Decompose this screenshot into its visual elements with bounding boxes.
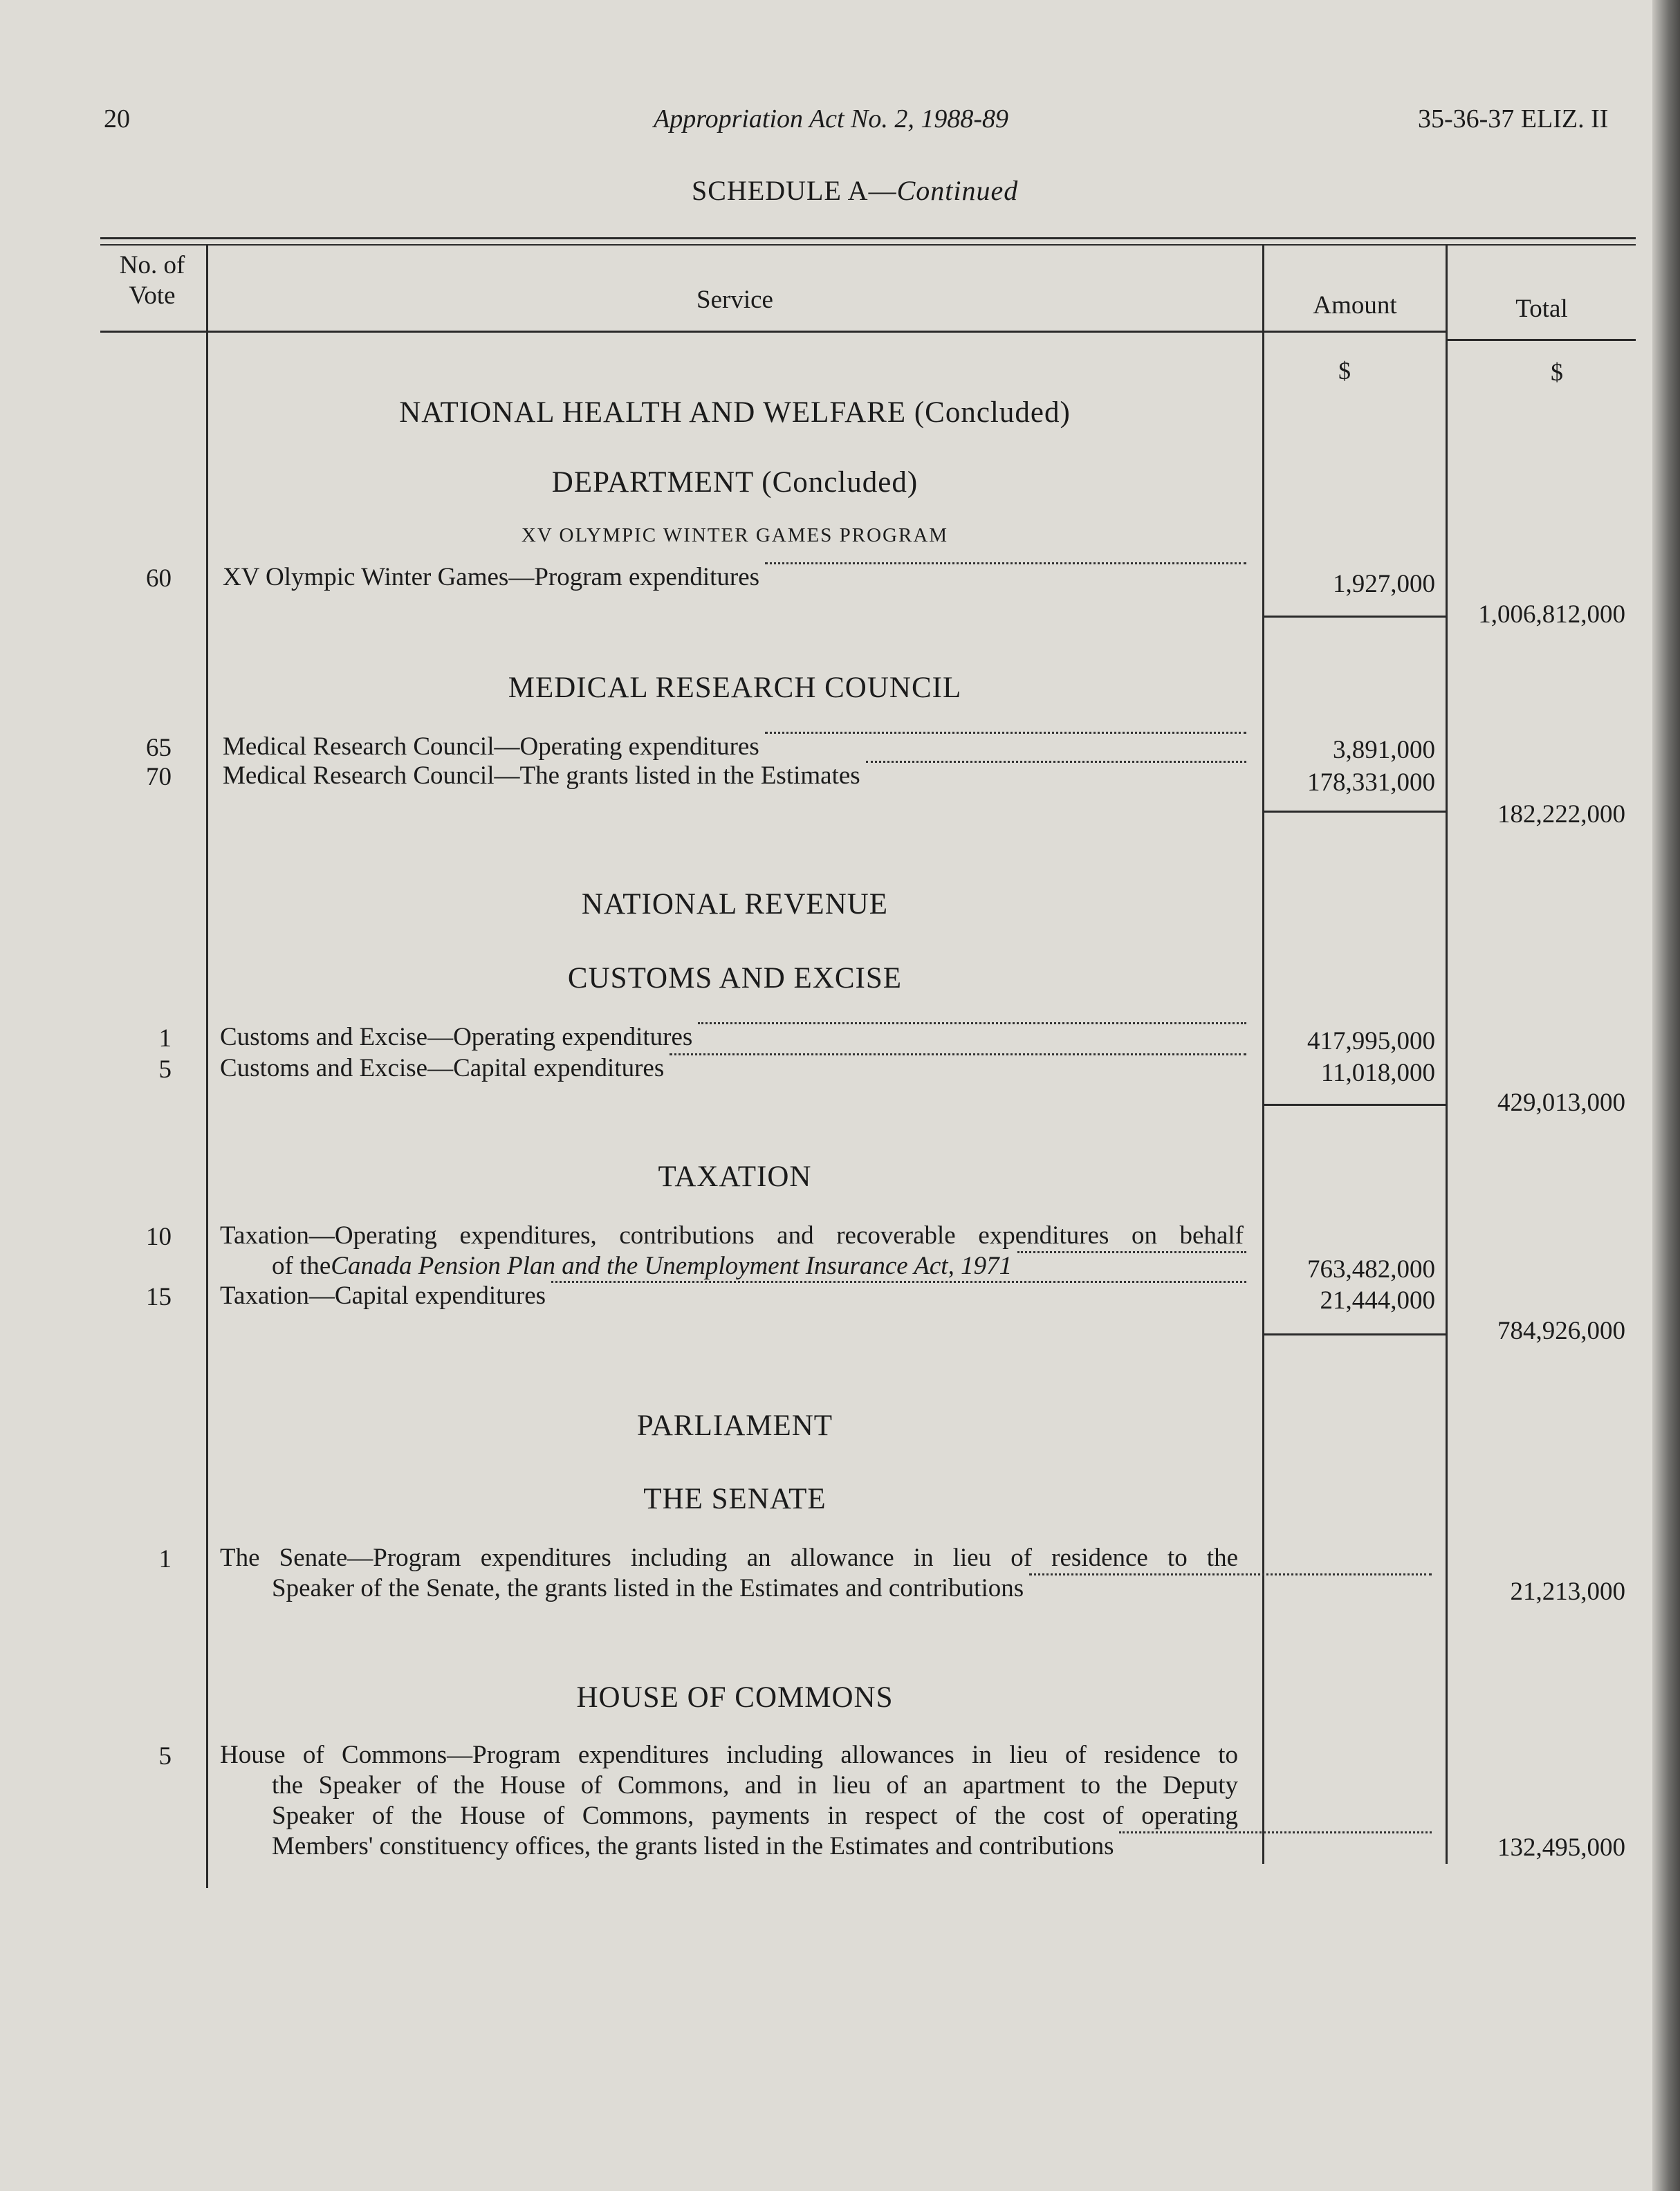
service-text-line: Taxation—Operating expenditures, contributions and recoverable expenditures on behalf — [220, 1221, 1244, 1250]
total-value: 784,926,000 — [1497, 1317, 1625, 1345]
amount-value: 1,927,000 — [1333, 570, 1435, 598]
schedule-title — [692, 174, 1018, 207]
service-item-senate — [272, 1573, 1432, 1604]
heading-taxation: TAXATION — [658, 1161, 812, 1193]
service-text: XV Olympic Winter Games—Program expenditures — [223, 563, 760, 591]
amount-value: 21,444,000 — [1320, 1286, 1435, 1315]
total-value: 132,495,000 — [1497, 1833, 1625, 1862]
running-title: Appropriation Act No. 2, 1988-89 — [654, 104, 1008, 133]
amount-value: 763,482,000 — [1307, 1255, 1435, 1284]
page-number: 20 — [104, 104, 130, 133]
service-item-taxation-capital — [220, 1281, 1246, 1311]
service-text: of the — [272, 1252, 331, 1280]
heading-senate: THE SENATE — [643, 1483, 827, 1515]
column-header-vote — [104, 250, 201, 311]
total-currency: $ — [1551, 358, 1563, 386]
service-text-act: Canada Pension Plan and the Unemployment Insurance Act, 1971 — [331, 1252, 1013, 1280]
leader-dots — [551, 1281, 1246, 1283]
amount-value: 3,891,000 — [1333, 736, 1435, 764]
heading-department: DEPARTMENT (Concluded) — [551, 466, 919, 499]
column-header-vote-line2: Vote — [129, 281, 176, 310]
leader-dots — [765, 562, 1246, 564]
service-text: Taxation—Capital expenditures — [220, 1282, 546, 1310]
amount-currency: $ — [1338, 357, 1351, 385]
total-value: 429,013,000 — [1497, 1089, 1625, 1117]
service-item-olympic — [223, 562, 1246, 593]
leader-dots — [1017, 1251, 1246, 1253]
heading-national-health-welfare: NATIONAL HEALTH AND WELFARE (Concluded) — [399, 396, 1071, 429]
heading-customs-excise: CUSTOMS AND EXCISE — [567, 962, 903, 995]
service-text: Medical Research Council—Operating expenditures — [223, 732, 759, 761]
schedule-title-continued: Continued — [896, 175, 1019, 206]
total-value: 1,006,812,000 — [1478, 600, 1625, 629]
heading-parliament: PARLIAMENT — [636, 1409, 833, 1442]
column-header-total: Total — [1515, 295, 1568, 323]
service-text: Customs and Excise—Capital expenditures — [220, 1054, 665, 1082]
service-text-line: the Speaker of the House of Commons, and in lieu of an apartment to the Deputy — [272, 1771, 1238, 1800]
vote-number: 5 — [158, 1055, 172, 1084]
service-text-line: The Senate—Program expenditures including an allowance in lieu of residence to the — [220, 1544, 1238, 1572]
total-value: 182,222,000 — [1497, 800, 1625, 829]
leader-dots — [765, 732, 1246, 734]
header-bottom-rule-total — [1446, 339, 1636, 341]
amount-column-divider — [1446, 246, 1448, 1864]
vote-number: 15 — [146, 1283, 172, 1311]
service-item-customs-operating — [220, 1022, 1246, 1053]
amount-value: 11,018,000 — [1320, 1059, 1435, 1087]
service-item-customs-capital — [220, 1053, 1246, 1084]
table-top-rule — [100, 237, 1636, 239]
regnal-year: 35-36-37 ELIZ. II — [1418, 104, 1609, 133]
amount-value: 178,331,000 — [1307, 768, 1435, 797]
schedule-title-main: SCHEDULE A— — [692, 175, 897, 206]
leader-dots — [670, 1053, 1246, 1055]
heading-olympic-program: XV OLYMPIC WINTER GAMES PROGRAM — [521, 524, 949, 546]
vote-number: 70 — [146, 763, 172, 791]
service-item-mrc-operating — [223, 732, 1246, 762]
vote-number: 1 — [158, 1545, 172, 1573]
subtotal-rule — [1264, 1333, 1446, 1335]
leader-dots — [1119, 1831, 1432, 1833]
column-header-service: Service — [696, 286, 773, 314]
service-text-line: House of Commons—Program expenditures including allowances in lieu of residence to — [220, 1741, 1238, 1769]
header-bottom-rule — [100, 331, 1446, 333]
subtotal-rule — [1264, 1104, 1446, 1106]
table-top-rule-inner — [100, 244, 1636, 246]
heading-national-revenue: NATIONAL REVENUE — [581, 888, 889, 921]
service-item-house-of-commons — [272, 1831, 1432, 1862]
heading-medical-research-council: MEDICAL RESEARCH COUNCIL — [508, 672, 962, 704]
service-text: Customs and Excise—Operating expenditures — [220, 1023, 693, 1051]
column-header-vote-line1: No. of — [119, 251, 185, 279]
service-text: Medical Research Council—The grants listed in the Estimates — [223, 761, 860, 790]
vote-number: 60 — [146, 564, 172, 593]
vote-number: 10 — [146, 1223, 172, 1251]
vote-number: 5 — [158, 1742, 172, 1771]
service-item-mrc-grants — [223, 761, 1246, 791]
vote-number: 65 — [146, 734, 172, 762]
leader-dots — [1029, 1573, 1432, 1575]
service-item-taxation-operating — [272, 1251, 1246, 1282]
service-text: Members' constituency offices, the grants listed in the Estimates and contributions — [272, 1832, 1114, 1860]
vote-number: 1 — [158, 1024, 172, 1053]
subtotal-rule — [1264, 811, 1446, 813]
leader-dots — [698, 1022, 1246, 1024]
service-text: Speaker of the Senate, the grants listed in the Estimates and contributions — [272, 1574, 1024, 1602]
total-value: 21,213,000 — [1510, 1578, 1625, 1606]
subtotal-rule — [1264, 616, 1446, 618]
heading-house-of-commons: HOUSE OF COMMONS — [576, 1681, 894, 1714]
service-column-divider — [1262, 246, 1264, 1864]
amount-value: 417,995,000 — [1307, 1027, 1435, 1055]
service-text-line: Speaker of the House of Commons, payments in respect of the cost of operating — [272, 1802, 1238, 1830]
page-edge-shadow — [1652, 0, 1680, 2191]
column-header-amount: Amount — [1313, 291, 1397, 320]
leader-dots — [866, 761, 1246, 763]
